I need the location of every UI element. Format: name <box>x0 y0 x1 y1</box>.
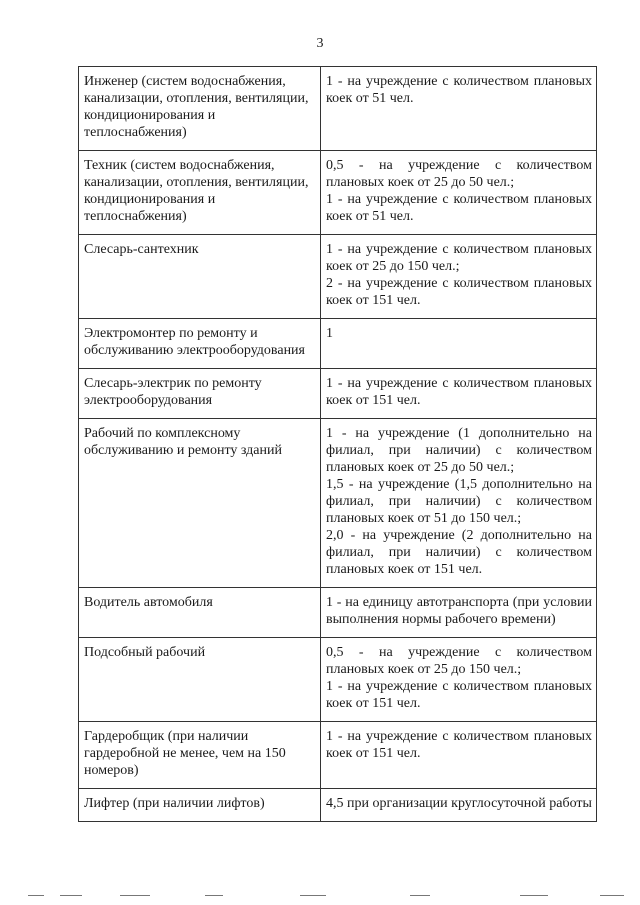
norm-line: 1 - на учреждение с количеством плановых коек от 51 чел. <box>326 74 592 106</box>
norm-line: 4,5 при организации круглосуточной работы <box>326 796 592 811</box>
norm-line: 1 - на учреждение с количеством плановых коек от 151 чел. <box>326 679 592 711</box>
table-row <box>79 67 597 151</box>
norm-line: 1 - на учреждение с количеством плановых коек от 25 до 150 чел.; <box>326 242 592 274</box>
norm-line: 0,5 - на учреждение с количеством плановых коек от 25 до 150 чел.; <box>326 645 592 677</box>
norm-cell <box>321 369 597 419</box>
norm-cell <box>321 638 597 722</box>
table-row <box>79 151 597 235</box>
norm-cell <box>321 151 597 235</box>
norm-line: 1,5 - на учреждение (1,5 дополнительно на филиал, при наличии) с количеством плановых коек от 51 до 150 чел.; <box>326 477 592 526</box>
scan-footer-marks <box>0 895 640 899</box>
norm-line: 1 - на учреждение с количеством плановых коек от 151 чел. <box>326 376 592 408</box>
norm-cell <box>321 588 597 638</box>
position-cell: Слесарь-электрик по ремонту электрооборудования <box>79 369 321 419</box>
norm-cell <box>321 789 597 822</box>
position-cell: Техник (систем водоснабжения, канализации, отопления, вентиляции, кондиционирования и теплоснабжения) <box>79 151 321 235</box>
norm-line: 1 - на учреждение с количеством плановых коек от 51 чел. <box>326 192 592 224</box>
norm-line: 1 <box>326 326 333 341</box>
norm-line: 0,5 - на учреждение с количеством плановых коек от 25 до 50 чел.; <box>326 158 592 190</box>
staffing-norms-table <box>78 66 597 822</box>
table-row <box>79 638 597 722</box>
norm-cell <box>321 722 597 789</box>
norm-cell <box>321 67 597 151</box>
table-row <box>79 722 597 789</box>
position-cell: Рабочий по комплексному обслуживанию и ремонту зданий <box>79 419 321 588</box>
norm-cell <box>321 319 597 369</box>
norm-line: 1 - на учреждение с количеством плановых коек от 151 чел. <box>326 729 592 761</box>
norm-line: 2 - на учреждение с количеством плановых коек от 151 чел. <box>326 276 592 308</box>
norm-cell <box>321 419 597 588</box>
position-cell: Инженер (систем водоснабжения, канализации, отопления, вентиляции, кондиционирования и теплоснабжения) <box>79 67 321 151</box>
table-row <box>79 789 597 822</box>
position-cell: Гардеробщик (при наличии гардеробной не менее, чем на 150 номеров) <box>79 722 321 789</box>
norm-cell <box>321 235 597 319</box>
table-row <box>79 419 597 588</box>
page-number: 3 <box>316 36 324 51</box>
table-row <box>79 588 597 638</box>
norm-line: 2,0 - на учреждение (2 дополнительно на филиал, при наличии) с количеством плановых коек от 151 чел. <box>326 528 592 577</box>
position-cell: Электромонтер по ремонту и обслуживанию электрооборудования <box>79 319 321 369</box>
position-cell: Лифтер (при наличии лифтов) <box>79 789 321 822</box>
table-row <box>79 369 597 419</box>
position-cell: Водитель автомобиля <box>79 588 321 638</box>
table-row <box>79 235 597 319</box>
table-body <box>79 67 597 822</box>
position-cell: Слесарь-сантехник <box>79 235 321 319</box>
norm-line: 1 - на учреждение (1 дополнительно на филиал, при наличии) с количеством плановых коек от 25 до 50 чел.; <box>326 426 592 475</box>
table-row <box>79 319 597 369</box>
position-cell: Подсобный рабочий <box>79 638 321 722</box>
norm-line: 1 - на единицу автотранспорта (при условии выполнения нормы рабочего времени) <box>326 595 592 627</box>
